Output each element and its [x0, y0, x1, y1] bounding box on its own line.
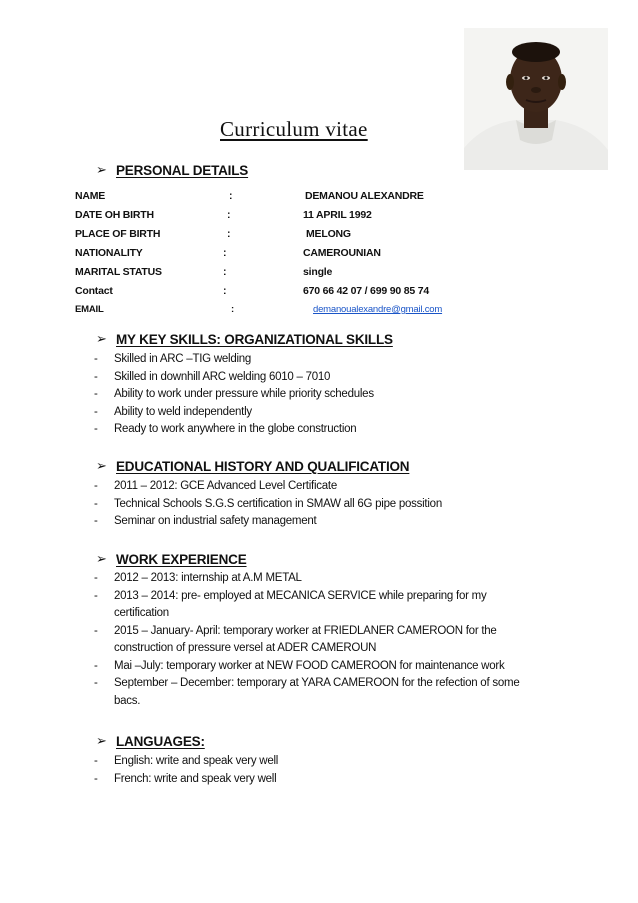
list-item: [94, 771, 544, 789]
personal-row-marital: [75, 266, 495, 285]
dash-bullet: -: [94, 772, 98, 785]
section-heading-text: LANGUAGES:: [116, 733, 205, 749]
profile-photo: [464, 28, 608, 170]
dash-bullet: -: [94, 515, 98, 527]
personal-row-email: [75, 304, 495, 323]
row-label: Contact: [75, 285, 113, 297]
list-item: [94, 588, 534, 623]
list-item: [94, 675, 534, 710]
row-label: PLACE OF BIRTH: [75, 228, 161, 240]
row-separator: :: [223, 266, 227, 278]
skills-list: [94, 351, 544, 439]
row-value: single: [303, 266, 333, 278]
row-separator: :: [231, 304, 234, 315]
row-value: MELONG: [306, 228, 351, 240]
dash-bullet: -: [94, 353, 98, 365]
list-item-text: French: write and speak very well: [114, 772, 277, 785]
list-item: [94, 478, 544, 496]
list-item: [94, 623, 534, 658]
section-heading-personal: [96, 162, 248, 178]
arrow-bullet-icon: ➢: [96, 458, 107, 473]
list-item-text: Ability to work under pressure while priority schedules: [114, 388, 374, 400]
row-label: NAME: [75, 190, 106, 202]
languages-list: [94, 753, 544, 788]
list-item-text: 2011 – 2012: GCE Advanced Level Certificate: [114, 480, 338, 492]
dash-bullet: -: [94, 589, 98, 602]
arrow-bullet-icon: ➢: [96, 162, 107, 177]
section-heading-work: [96, 551, 247, 567]
personal-row-dob: [75, 209, 495, 228]
page-title: Curriculum vitae: [220, 117, 368, 141]
list-item: [94, 404, 544, 422]
dash-bullet: -: [94, 370, 98, 383]
list-item-text: Skilled in ARC –TIG welding: [114, 353, 252, 365]
row-separator: :: [227, 228, 231, 240]
section-heading-education: [96, 458, 409, 474]
portrait-image: [464, 28, 608, 170]
section-heading-text: WORK EXPERIENCE: [116, 551, 247, 567]
personal-row-nationality: [75, 247, 495, 266]
list-item-text: Technical Schools S.G.S certification in SMAW all 6G pipe possition: [114, 497, 442, 510]
dash-bullet: -: [94, 755, 98, 767]
row-label: DATE OH BIRTH: [75, 209, 154, 221]
work-list: [94, 570, 534, 710]
list-item: [94, 351, 544, 369]
dash-bullet: -: [94, 497, 98, 510]
arrow-bullet-icon: ➢: [96, 551, 107, 566]
row-separator: :: [227, 209, 231, 221]
list-item: [94, 570, 534, 588]
dash-bullet: -: [94, 423, 98, 435]
row-label: NATIONALITY: [75, 247, 143, 259]
personal-row-name: [75, 190, 495, 209]
arrow-bullet-icon: ➢: [96, 733, 107, 748]
list-item: [94, 753, 544, 771]
row-value: DEMANOU ALEXANDRE: [305, 190, 424, 202]
list-item-text: Ability to weld independently: [114, 405, 252, 418]
list-item: [94, 421, 544, 439]
dash-bullet: -: [94, 659, 98, 672]
arrow-bullet-icon: ➢: [96, 331, 107, 346]
personal-details-table: [75, 190, 495, 323]
section-heading-text: PERSONAL DETAILS: [116, 162, 249, 178]
education-list: [94, 478, 544, 531]
row-separator: :: [223, 247, 227, 259]
row-separator: :: [223, 285, 227, 297]
email-link[interactable]: demanoualexandre@gmail.com: [313, 304, 443, 315]
dash-bullet: -: [94, 572, 98, 584]
section-heading-languages: [96, 733, 205, 749]
list-item-text: English: write and speak very well: [114, 755, 279, 767]
list-item: [94, 369, 544, 387]
dash-bullet: -: [94, 624, 98, 637]
list-item-text: 2013 – 2014: pre- employed at MECANICA SERVICE while preparing for my certification: [114, 589, 487, 619]
list-item-text: Mai –July: temporary worker at NEW FOOD CAMEROON for maintenance work: [114, 659, 505, 672]
list-item: [94, 496, 544, 514]
dash-bullet: -: [94, 405, 98, 418]
list-item-text: 2012 – 2013: internship at A.M METAL: [114, 572, 302, 584]
list-item-text: 2015 – January- April: temporary worker at FRIEDLANER CAMEROON for the construction of pressure versel at ADER CAMEROUN: [114, 624, 497, 654]
row-separator: :: [229, 190, 233, 202]
list-item-text: Seminar on industrial safety management: [114, 515, 317, 527]
list-item-text: Skilled in downhill ARC welding 6010 – 7010: [114, 370, 331, 383]
row-label: EMAIL: [75, 304, 104, 315]
dash-bullet: -: [94, 480, 98, 492]
section-heading-skills: [96, 331, 393, 347]
row-value: 11 APRIL 1992: [303, 209, 372, 221]
dash-bullet: -: [94, 388, 98, 400]
list-item: [94, 386, 544, 404]
personal-row-birthplace: [75, 228, 495, 247]
section-heading-text: MY KEY SKILLS: ORGANIZATIONAL SKILLS: [116, 331, 393, 347]
row-value: 670 66 42 07 / 699 90 85 74: [303, 285, 429, 297]
list-item: [94, 513, 544, 531]
list-item: [94, 658, 534, 676]
section-heading-text: EDUCATIONAL HISTORY AND QUALIFICATION: [116, 458, 410, 474]
row-value: CAMEROUNIAN: [303, 247, 381, 259]
list-item-text: September – December: temporary at YARA CAMEROON for the refection of some bacs.: [114, 677, 520, 707]
list-item-text: Ready to work anywhere in the globe construction: [114, 423, 357, 435]
row-label: MARITAL STATUS: [75, 266, 162, 278]
dash-bullet: -: [94, 677, 98, 689]
personal-row-contact: [75, 285, 495, 304]
